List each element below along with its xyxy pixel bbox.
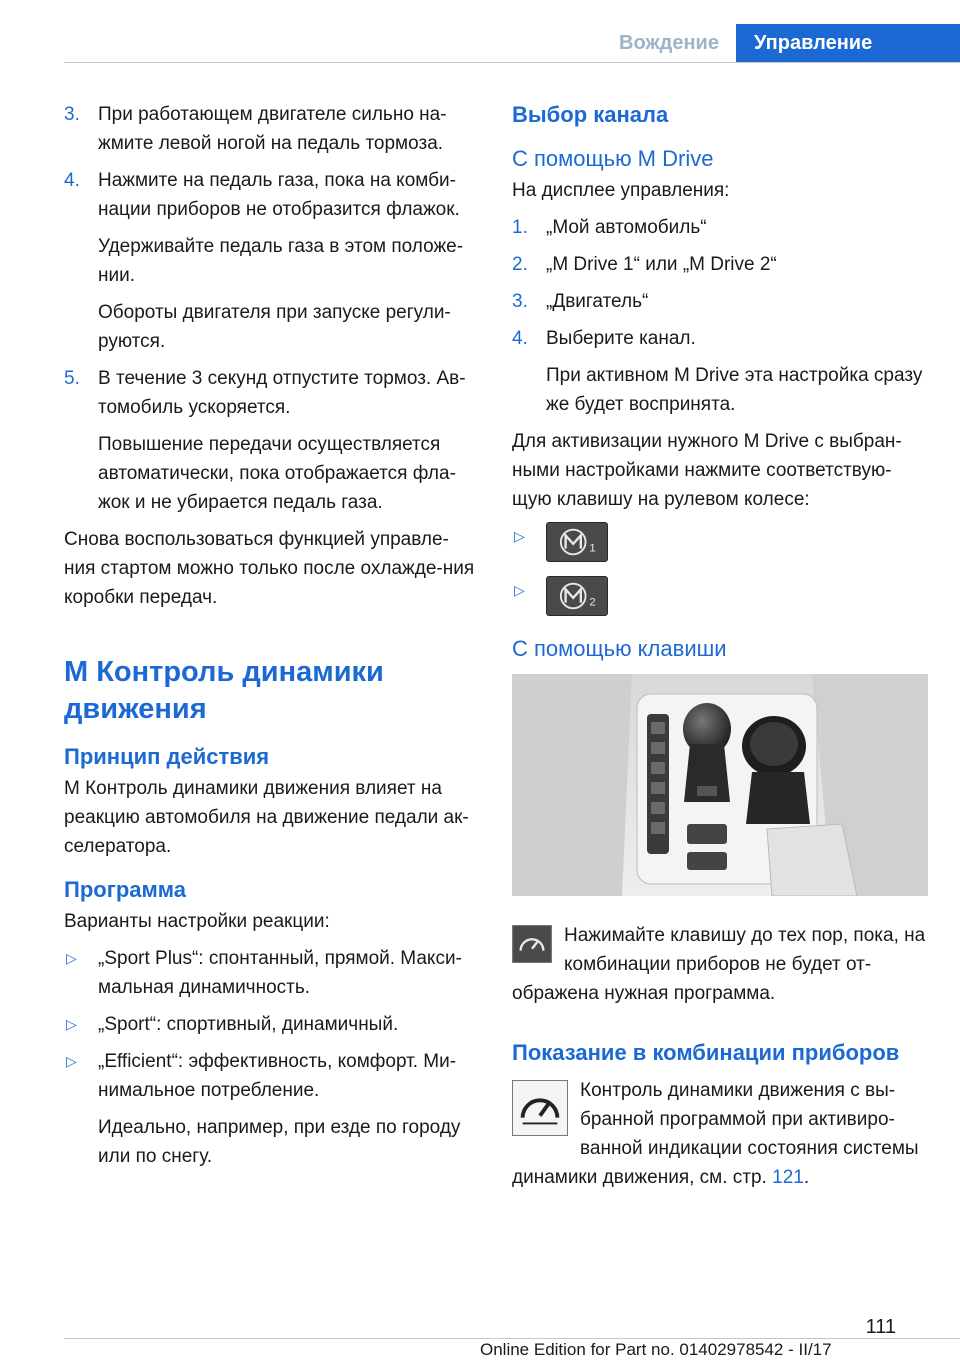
step-number: 1. (512, 217, 528, 238)
item-text: В течение 3 секунд отпустите тормоз. Ав-томобиль ускоряется. (98, 368, 466, 418)
tab-controls[interactable]: Управление (736, 24, 960, 62)
page-link[interactable]: 121 (772, 1167, 804, 1188)
header-rule (64, 62, 960, 63)
left-column (64, 100, 480, 1179)
subheading-channel: Выбор канала (512, 102, 669, 127)
step-number: 5. (64, 368, 80, 389)
triangle-bullet-icon: ▷ (66, 950, 77, 966)
tab-driving[interactable]: Вождение (619, 32, 719, 54)
section-title: M Контроль динамики движения (64, 656, 384, 725)
list-item (64, 100, 480, 158)
key-note-text: Нажимайте клавишу до тех пор, пока, на комбинации приборов не будет от-ображена нужная программа. (512, 925, 926, 1004)
steps-list (64, 100, 480, 517)
paragraph: Снова воспользоваться функцией управле-ния стартом можно только после охлажде-ния коробки передач. (64, 529, 475, 608)
list-item (64, 1047, 480, 1171)
m1-button-icon (546, 522, 608, 562)
step-number: 3. (512, 291, 528, 312)
item-text: „Мой автомобиль“ (546, 217, 707, 238)
program-intro: Варианты настройки реакции: (64, 911, 330, 932)
step-number: 4. (512, 328, 528, 349)
subheading-key: С помощью клавиши (512, 636, 727, 661)
subheading-mdrive: С помощью M Drive (512, 146, 714, 171)
edition-footer: Online Edition for Part no. 01402978542 - II/17 (480, 1340, 832, 1359)
item-text: Выберите канал. (546, 328, 696, 349)
right-column (512, 100, 928, 1192)
triangle-bullet-icon: ▷ (66, 1053, 77, 1069)
item-text: „M Drive 1“ или „M Drive 2“ (546, 254, 777, 275)
step-number: 2. (512, 254, 528, 275)
list-item (512, 213, 928, 242)
list-item (64, 944, 480, 1002)
triangle-bullet-icon: ▷ (514, 528, 525, 544)
options-list (64, 944, 480, 1171)
list-item (64, 166, 480, 356)
list-item (512, 324, 928, 419)
step-number: 4. (64, 170, 80, 191)
item-text: Нажмите на педаль газа, пока на комби-нации приборов не отобразится флажок. (98, 170, 460, 220)
triangle-bullet-icon: ▷ (66, 1016, 77, 1032)
item-text: Обороты двигателя при запуске регули-руются. (98, 302, 451, 352)
principle-text: M Контроль динамики движения влияет на реакцию автомобиля на движение педали ак-селератора. (64, 778, 469, 857)
item-text: При активном M Drive эта настройка сразу же будет воспринята. (546, 365, 923, 415)
speedometer-icon (512, 925, 552, 963)
page-number: 111 (865, 1316, 896, 1338)
activation-text: Для активизации нужного M Drive с выбран-ными настройками нажмите соответствую-щую клавишу на рулевом колесе: (512, 431, 902, 510)
display-note (512, 1076, 928, 1192)
triangle-bullet-icon: ▷ (514, 582, 525, 598)
item-text: „Efficient“: эффективность, комфорт. Ми-нимальное потребление. (98, 1051, 457, 1101)
display-note-text: Контроль динамики движения с вы-бранной программой при активиро-ванной индикации состояния системы динамики движения, см. стр. (512, 1080, 919, 1188)
display-note-end: . (803, 1167, 810, 1188)
svg-text:1: 1 (589, 542, 596, 555)
item-text: При работающем двигателе сильно на-жмите левой ногой на педаль тормоза. (98, 104, 447, 154)
item-text: Удерживайте педаль газа в этом положе-нии. (98, 236, 464, 286)
mdrive-steps-list (512, 213, 928, 419)
item-text: Идеально, например, при езде по городу или по снегу. (98, 1117, 461, 1167)
list-item (512, 287, 928, 316)
list-item (64, 1010, 480, 1039)
subheading-principle: Принцип действия (64, 744, 270, 769)
subheading-display: Показание в комбинации приборов (512, 1040, 900, 1065)
item-text: „Двигатель“ (546, 291, 649, 312)
list-item (64, 364, 480, 517)
item-text: „Sport Plus“: спонтанный, прямой. Макси-мальная динамичность. (98, 948, 462, 998)
subheading-program: Программа (64, 877, 187, 902)
dynamic-control-gauge-icon (512, 1080, 568, 1136)
list-item (512, 250, 928, 279)
step-number: 3. (64, 104, 80, 125)
item-text: „Sport“: спортивный, динамичный. (98, 1014, 399, 1035)
key-note (512, 921, 928, 1008)
m1-button-row (512, 522, 928, 566)
svg-text:2: 2 (589, 596, 596, 609)
m2-button-icon (546, 576, 608, 616)
m2-button-row (512, 576, 928, 620)
item-text: Повышение передачи осуществляется автоматически, пока отображается фла-жок и не убирается педаль газа. (98, 434, 456, 513)
mdrive-intro: На дисплее управления: (512, 180, 730, 201)
footer-rule (64, 1338, 960, 1339)
center-console-photo (512, 674, 928, 896)
